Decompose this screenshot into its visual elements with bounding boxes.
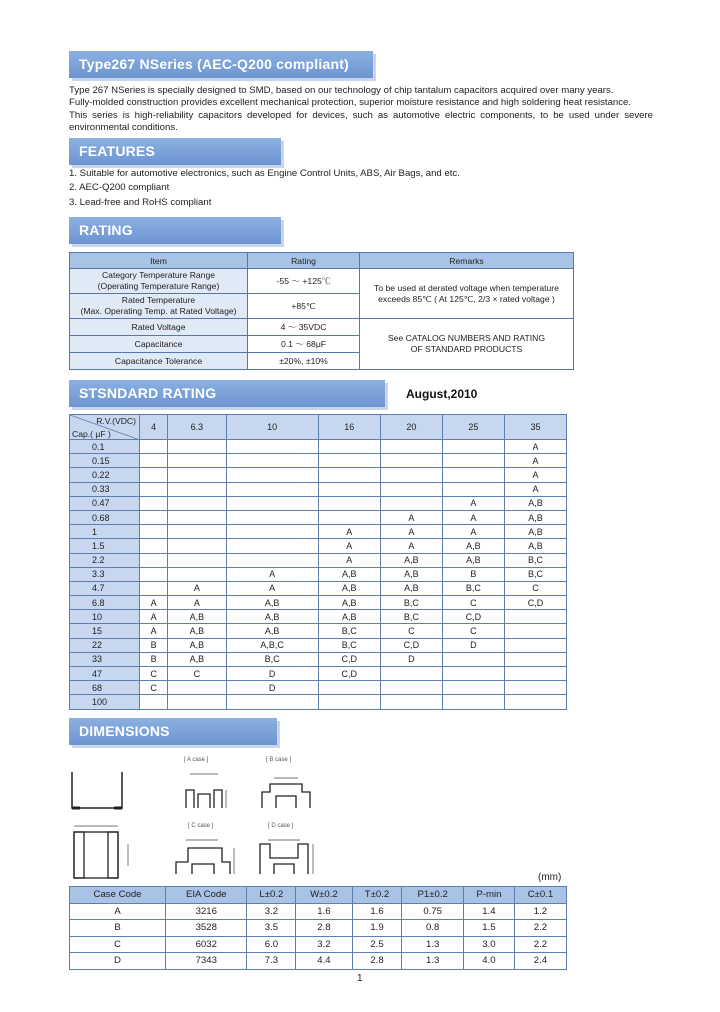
rating-value: +85℃ <box>248 294 360 319</box>
case-code-cell: A <box>226 581 318 595</box>
dimension-cell: 1.3 <box>402 953 463 970</box>
rating-row <box>70 496 567 510</box>
rating-row <box>70 440 567 454</box>
case-code-cell <box>226 482 318 496</box>
case-code-cell: A,B <box>380 567 442 581</box>
case-code-cell <box>168 681 226 695</box>
case-code-cell: B,C <box>442 581 504 595</box>
case-code-cell <box>226 553 318 567</box>
dimension-cell: 3528 <box>166 920 247 937</box>
dimension-drawing-d-case <box>256 834 318 878</box>
intro-line: This series is high-reliability capacitors developed for devices, such as automotive electric components, to be used under severe environmental conditions. <box>69 109 653 133</box>
case-code-cell: A,B <box>168 652 226 666</box>
dimension-cell: 2.2 <box>514 936 566 953</box>
case-code-cell <box>140 482 168 496</box>
case-code-cell: A <box>504 482 566 496</box>
case-code-cell <box>168 454 226 468</box>
dimension-cell: 0.75 <box>402 903 463 920</box>
capacitance-cell: 0.33 <box>70 482 140 496</box>
case-code-cell: A,B <box>504 539 566 553</box>
capacitance-cell: 15 <box>70 624 140 638</box>
dimension-cell: 3.2 <box>296 936 352 953</box>
voltage-header: 16 <box>318 415 380 440</box>
case-code-cell: C,D <box>318 652 380 666</box>
case-code-cell <box>168 695 226 709</box>
dimension-cell: 3.5 <box>247 920 296 937</box>
rating-remarks-catalog: See CATALOG NUMBERS AND RATING OF STANDARD PRODUCTS <box>360 319 574 370</box>
case-code-cell: A <box>168 581 226 595</box>
case-code-cell <box>318 468 380 482</box>
dimension-cell: 7343 <box>166 953 247 970</box>
case-code-cell: A,B <box>318 596 380 610</box>
case-code-cell: A,B <box>504 510 566 524</box>
rating-row <box>70 596 567 610</box>
case-code-cell: A,B <box>380 553 442 567</box>
case-code-cell: C <box>442 624 504 638</box>
case-code-cell: A,B <box>442 553 504 567</box>
case-code-cell <box>168 539 226 553</box>
case-code-cell <box>140 510 168 524</box>
case-code-cell: A <box>140 624 168 638</box>
dimension-row <box>70 936 567 953</box>
case-code-cell <box>226 539 318 553</box>
rating-row <box>70 695 567 709</box>
case-code-cell <box>504 638 566 652</box>
case-code-cell: C <box>504 581 566 595</box>
case-code-cell: C,D <box>380 638 442 652</box>
case-code-cell: A,B <box>168 610 226 624</box>
capacitance-cell: 6.8 <box>70 596 140 610</box>
dimension-cell: 2.8 <box>296 920 352 937</box>
intro-line: Fully-molded construction provides excellent mechanical protection, superior moisture resistance and high soldering heat resistance. <box>69 97 632 109</box>
dimension-header: W±0.2 <box>296 887 352 904</box>
dimension-header: Case Code <box>70 887 166 904</box>
rating-value: -55 ～ +125℃ <box>248 269 360 294</box>
case-code-cell <box>442 652 504 666</box>
case-code-cell: A,B <box>504 525 566 539</box>
dimension-header: L±0.2 <box>247 887 296 904</box>
voltage-header: 10 <box>226 415 318 440</box>
case-code-cell <box>140 496 168 510</box>
capacitance-cell: 0.22 <box>70 468 140 482</box>
dimension-drawing-side <box>70 770 126 812</box>
rating-row <box>70 510 567 524</box>
case-code-cell <box>168 525 226 539</box>
dimension-row <box>70 903 567 920</box>
dimension-cell: A <box>70 903 166 920</box>
standard-rating-banner: STSNDARD RATING <box>69 380 385 407</box>
case-code-cell <box>504 681 566 695</box>
case-code-cell <box>168 553 226 567</box>
case-code-cell <box>504 610 566 624</box>
voltage-header: 20 <box>380 415 442 440</box>
dimension-cell: 1.6 <box>352 903 402 920</box>
case-code-cell: A <box>504 454 566 468</box>
case-code-cell <box>380 440 442 454</box>
case-code-cell <box>442 468 504 482</box>
rating-row <box>70 581 567 595</box>
case-code-cell: C <box>380 624 442 638</box>
rating-row <box>70 553 567 567</box>
case-code-cell <box>380 667 442 681</box>
rating-row <box>70 539 567 553</box>
case-code-cell <box>504 667 566 681</box>
case-code-cell: C,D <box>442 610 504 624</box>
case-code-cell: A <box>318 553 380 567</box>
rating-item: Capacitance <box>70 336 248 353</box>
case-code-cell: B,C <box>380 610 442 624</box>
feature-item: 2. AEC-Q200 compliant <box>69 182 170 194</box>
dimension-cell: 2.4 <box>514 953 566 970</box>
dimension-cell: 3216 <box>166 903 247 920</box>
feature-item: 3. Lead-free and RoHS compliant <box>69 196 212 208</box>
label-b-case: [ B case ] <box>266 757 292 763</box>
rating-header-rating: Rating <box>248 253 360 269</box>
case-code-cell: A,B <box>318 610 380 624</box>
case-code-cell <box>226 468 318 482</box>
case-code-cell: B,C <box>318 624 380 638</box>
case-code-cell <box>140 468 168 482</box>
voltage-header: 35 <box>504 415 566 440</box>
capacitance-cell: 0.68 <box>70 510 140 524</box>
case-code-cell: A,B <box>168 624 226 638</box>
case-code-cell: C,D <box>504 596 566 610</box>
case-code-cell: A,B <box>226 624 318 638</box>
case-code-cell: A,B <box>226 610 318 624</box>
rating-row <box>70 482 567 496</box>
rating-remarks-temp: To be used at derated voltage when temperature exceeds 85℃ ( At 125℃, 2/3 × rated voltage ) <box>360 269 574 319</box>
case-code-cell <box>168 510 226 524</box>
case-code-cell: B,C <box>226 652 318 666</box>
rating-row <box>70 667 567 681</box>
case-code-cell <box>226 510 318 524</box>
dimension-cell: 3.0 <box>463 936 514 953</box>
dimension-cell: 6032 <box>166 936 247 953</box>
dimension-cell: 1.9 <box>352 920 402 937</box>
intro-text <box>69 85 653 134</box>
voltage-header: 6.3 <box>168 415 226 440</box>
dimension-cell: 3.2 <box>247 903 296 920</box>
dimension-cell: 2.8 <box>352 953 402 970</box>
case-code-cell: A <box>504 468 566 482</box>
dimension-row <box>70 920 567 937</box>
case-code-cell <box>318 510 380 524</box>
case-code-cell: A <box>442 525 504 539</box>
dimension-header: T±0.2 <box>352 887 402 904</box>
case-code-cell: A <box>140 596 168 610</box>
capacitance-cell: 2.2 <box>70 553 140 567</box>
case-code-cell: A <box>140 610 168 624</box>
case-code-cell <box>442 667 504 681</box>
case-code-cell: A,B <box>226 596 318 610</box>
case-code-cell: B,C <box>318 638 380 652</box>
case-code-cell <box>380 454 442 468</box>
case-code-cell: B,C <box>504 567 566 581</box>
capacitance-cell: 0.1 <box>70 440 140 454</box>
case-code-cell <box>442 482 504 496</box>
page-number: 1 <box>357 973 363 984</box>
case-code-cell: A,B <box>442 539 504 553</box>
dimension-cell: 1.5 <box>463 920 514 937</box>
dimension-drawing-front <box>70 822 134 882</box>
dimension-header: P-min <box>463 887 514 904</box>
rating-header-remarks: Remarks <box>360 253 574 269</box>
rating-row <box>70 567 567 581</box>
case-code-cell: B,C <box>380 596 442 610</box>
case-code-cell <box>168 567 226 581</box>
case-code-cell <box>140 553 168 567</box>
case-code-cell <box>318 695 380 709</box>
case-code-cell: A <box>380 510 442 524</box>
case-code-cell: C <box>168 667 226 681</box>
dimension-cell: 2.5 <box>352 936 402 953</box>
dimension-cell: 7.3 <box>247 953 296 970</box>
case-code-cell <box>504 624 566 638</box>
dimension-cell: B <box>70 920 166 937</box>
case-code-cell: A,B <box>168 638 226 652</box>
voltage-header: 4 <box>140 415 168 440</box>
capacitance-cell: 3.3 <box>70 567 140 581</box>
case-code-cell: C,D <box>318 667 380 681</box>
case-code-cell: C <box>442 596 504 610</box>
case-code-cell <box>168 440 226 454</box>
rating-item: Category Temperature Range (Operating Temperature Range) <box>70 269 248 294</box>
capacitance-cell: 0.47 <box>70 496 140 510</box>
dimension-cell: 1.6 <box>296 903 352 920</box>
rating-value: ±20%, ±10% <box>248 353 360 370</box>
dimension-row <box>70 953 567 970</box>
case-code-cell: B <box>442 567 504 581</box>
case-code-cell: A,B <box>318 581 380 595</box>
case-code-cell: C <box>140 681 168 695</box>
case-code-cell <box>318 454 380 468</box>
case-code-cell <box>140 567 168 581</box>
case-code-cell: C <box>140 667 168 681</box>
intro-line: Type 267 NSeries is specially designed to SMD, based on our technology of chip tantalum capacitors acquired over many years. <box>69 85 614 96</box>
feature-item: 1. Suitable for automotive electronics, such as Engine Control Units, ABS, Air Bags, and etc. <box>69 168 460 179</box>
rating-banner: RATING <box>69 217 281 244</box>
case-code-cell <box>318 440 380 454</box>
dimension-drawing-c-case <box>172 834 238 878</box>
case-code-cell: A,B,C <box>226 638 318 652</box>
case-code-cell <box>504 695 566 709</box>
rating-header-item: Item <box>70 253 248 269</box>
capacitance-cell: 22 <box>70 638 140 652</box>
dimension-header: P1±0.2 <box>402 887 463 904</box>
case-code-cell: A <box>226 567 318 581</box>
case-code-cell <box>442 454 504 468</box>
dimension-header: C±0.1 <box>514 887 566 904</box>
case-code-cell: A <box>442 510 504 524</box>
capacitance-cell: 1.5 <box>70 539 140 553</box>
rv-label: R.V.(VDC) <box>96 416 136 426</box>
rating-item: Capacitance Tolerance <box>70 353 248 370</box>
case-code-cell: D <box>226 667 318 681</box>
case-code-cell <box>318 496 380 510</box>
case-code-cell <box>168 468 226 482</box>
capacitance-cell: 68 <box>70 681 140 695</box>
case-code-cell: A <box>318 539 380 553</box>
case-code-cell <box>226 454 318 468</box>
case-code-cell <box>442 695 504 709</box>
label-a-case: [ A case ] <box>184 757 209 763</box>
rating-item: Rated Temperature (Max. Operating Temp. at Rated Voltage) <box>70 294 248 319</box>
case-code-cell <box>226 695 318 709</box>
case-code-cell: A <box>380 539 442 553</box>
rating-row <box>70 638 567 652</box>
dimension-table <box>69 886 567 970</box>
capacitance-cell: 33 <box>70 652 140 666</box>
case-code-cell <box>380 468 442 482</box>
dimension-cell: 4.0 <box>463 953 514 970</box>
case-code-cell <box>226 440 318 454</box>
case-code-cell: B <box>140 652 168 666</box>
cap-label: Cap.( μF ) <box>72 429 111 439</box>
dimension-cell: 0.8 <box>402 920 463 937</box>
case-code-cell: A <box>318 525 380 539</box>
case-code-cell <box>318 681 380 695</box>
case-code-cell <box>380 695 442 709</box>
rv-cap-corner-cell <box>70 415 140 440</box>
case-code-cell <box>140 539 168 553</box>
rating-table <box>69 252 574 370</box>
case-code-cell: D <box>226 681 318 695</box>
rating-row <box>70 681 567 695</box>
dimension-cell: 1.3 <box>402 936 463 953</box>
title-banner: Type267 NSeries (AEC-Q200 compliant) <box>69 51 373 78</box>
case-code-cell <box>140 581 168 595</box>
dimension-cell: 4.4 <box>296 953 352 970</box>
standard-rating-table <box>69 414 567 710</box>
case-code-cell: A,B <box>504 496 566 510</box>
dimension-cell: 6.0 <box>247 936 296 953</box>
case-code-cell <box>504 652 566 666</box>
dimension-cell: C <box>70 936 166 953</box>
case-code-cell: D <box>442 638 504 652</box>
capacitance-cell: 1 <box>70 525 140 539</box>
capacitance-cell: 100 <box>70 695 140 709</box>
case-code-cell <box>168 482 226 496</box>
case-code-cell <box>380 482 442 496</box>
dimension-drawing-b-case <box>258 768 314 812</box>
dimensions-banner: DIMENSIONS <box>69 718 277 745</box>
capacitance-cell: 0.15 <box>70 454 140 468</box>
case-code-cell <box>380 681 442 695</box>
dimension-cell: D <box>70 953 166 970</box>
dimension-cell: 2.2 <box>514 920 566 937</box>
label-d-case: [ D case ] <box>268 823 294 829</box>
case-code-cell: A <box>380 525 442 539</box>
capacitance-cell: 4.7 <box>70 581 140 595</box>
rating-row <box>70 652 567 666</box>
features-banner: FEATURES <box>69 138 281 165</box>
date-label: August,2010 <box>406 387 478 401</box>
features-list <box>69 167 460 210</box>
case-code-cell <box>140 525 168 539</box>
case-code-cell <box>442 681 504 695</box>
rating-row <box>70 454 567 468</box>
case-code-cell <box>140 440 168 454</box>
dimension-header: EIA Code <box>166 887 247 904</box>
case-code-cell <box>380 496 442 510</box>
case-code-cell: A <box>168 596 226 610</box>
capacitance-cell: 47 <box>70 667 140 681</box>
rating-item: Rated Voltage <box>70 319 248 336</box>
case-code-cell: A <box>442 496 504 510</box>
voltage-header: 25 <box>442 415 504 440</box>
case-code-cell: B <box>140 638 168 652</box>
dimension-cell: 1.2 <box>514 903 566 920</box>
case-code-cell <box>442 440 504 454</box>
case-code-cell <box>226 496 318 510</box>
case-code-cell: A <box>504 440 566 454</box>
dimension-drawing-a-case <box>180 768 230 812</box>
dimension-cell: 1.4 <box>463 903 514 920</box>
case-code-cell: A,B <box>380 581 442 595</box>
unit-label: (mm) <box>538 872 562 883</box>
rating-value: 0.1 ～ 68μF <box>248 336 360 353</box>
case-code-cell: D <box>380 652 442 666</box>
label-c-case: [ C case ] <box>188 823 214 829</box>
case-code-cell <box>318 482 380 496</box>
case-code-cell <box>226 525 318 539</box>
rating-row <box>70 468 567 482</box>
case-code-cell <box>140 454 168 468</box>
rating-row <box>70 624 567 638</box>
rating-value: 4 ～ 35VDC <box>248 319 360 336</box>
case-code-cell: B,C <box>504 553 566 567</box>
case-code-cell: A,B <box>318 567 380 581</box>
rating-row <box>70 610 567 624</box>
rating-row <box>70 525 567 539</box>
case-code-cell <box>168 496 226 510</box>
case-code-cell <box>140 695 168 709</box>
capacitance-cell: 10 <box>70 610 140 624</box>
